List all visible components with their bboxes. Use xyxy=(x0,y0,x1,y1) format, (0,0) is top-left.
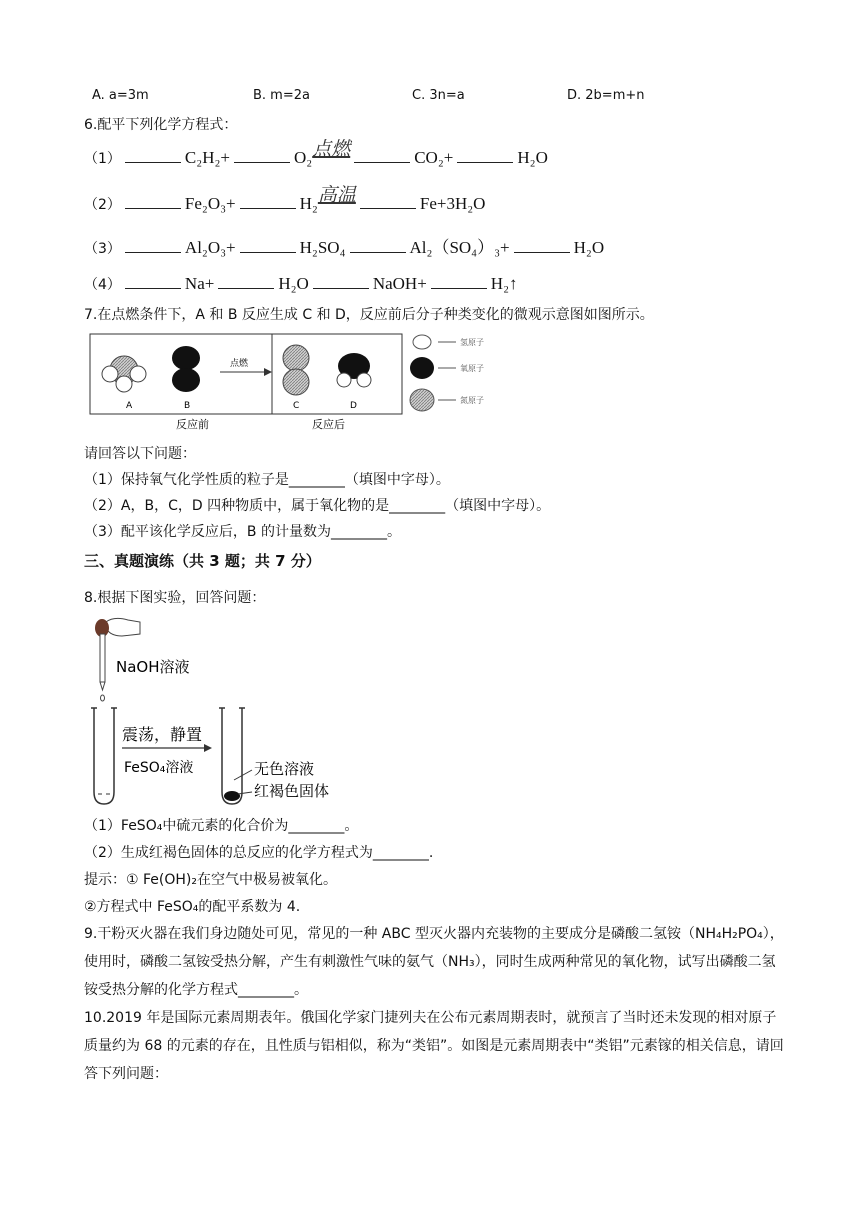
tube2-label-colorless: 无色溶液 xyxy=(254,760,315,778)
q7-sub2: （2）A，B，C，D 四种物质中，属于氧化物的是________（填图中字母）。 xyxy=(84,498,551,514)
label-c: C xyxy=(293,401,300,411)
q6-title: 6.配平下列化学方程式： xyxy=(84,117,238,133)
reaction-condition: 点燃 xyxy=(312,138,351,160)
test-tube-1 xyxy=(91,708,117,804)
q10-text: 10.2019 年是国际元素周期表年。俄国化学家门捷列夫在公布元素周期表时，就预言了当时还未发现的相对原子质量约为 68 的元素的存在，且性质与铝相似，称为“类铝”。如图是元素周期表中“类铝”元素镓的相关信息，请回答下列问题： xyxy=(84,1010,784,1082)
eq-number: （4） xyxy=(84,277,121,293)
equation-3: （3） Al₂O₃+ H₂SO₄ Al₂（SO₄）₃+ H₂O xyxy=(84,238,605,257)
legend xyxy=(410,335,484,411)
q8-hint1: 提示：① Fe(OH)₂在空气中极易被氧化。 xyxy=(84,872,337,888)
q8-hint2: ②方程式中 FeSO₄的配平系数为 4. xyxy=(84,899,301,915)
section-3-heading: 三、真题演练（共 3 题；共 7 分） xyxy=(84,552,321,570)
reaction-micro-diagram xyxy=(88,330,528,432)
arrow-label: 震荡，静置 xyxy=(122,725,203,744)
tube2-label-solid: 红褐色固体 xyxy=(254,782,330,800)
equation-4: （4） Na+ H₂O NaOH+ H₂↑ xyxy=(84,274,518,293)
label-b: B xyxy=(184,401,191,411)
experiment-diagram xyxy=(84,614,374,810)
svg-text:氮原子: 氮原子 xyxy=(460,396,484,405)
q7-sub3: （3）配平该化学反应后，B 的计量数为________。 xyxy=(84,524,401,540)
eq-number: （2） xyxy=(84,197,121,213)
svg-text:氢原子: 氢原子 xyxy=(460,338,484,347)
reaction-condition: 高温 xyxy=(317,184,356,206)
option-c: C. 3n=a xyxy=(412,88,465,103)
option-d: D. 2b=m+n xyxy=(567,88,645,103)
tube1-label: FeSO₄溶液 xyxy=(124,760,194,776)
label-a: A xyxy=(126,401,133,411)
q7-sub1: （1）保持氧气化学性质的粒子是________（填图中字母）。 xyxy=(84,472,450,488)
eq-number: （1） xyxy=(84,151,121,167)
caption-before: 反应前 xyxy=(176,418,209,431)
svg-text:氧原子: 氧原子 xyxy=(460,364,484,373)
caption-after: 反应后 xyxy=(312,418,345,431)
arrow-label: 点燃 xyxy=(230,359,249,369)
q8-sub1: （1）FeSO₄中硫元素的化合价为________。 xyxy=(84,818,359,834)
option-b: B. m=2a xyxy=(253,88,310,103)
test-tube-2 xyxy=(219,708,252,804)
q8-title: 8.根据下图实验，回答问题： xyxy=(84,590,266,606)
option-a: A. a=3m xyxy=(92,88,149,103)
dropper-label: NaOH溶液 xyxy=(116,658,190,676)
equation-2: （2） Fe₂O₃+ H₂高温 Fe+3H₂O xyxy=(84,184,486,213)
q7-title: 7.在点燃条件下，A 和 B 反应生成 C 和 D，反应前后分子种类变化的微观示意图如图所示。 xyxy=(84,307,654,323)
q9-text: 9.干粉灭火器在我们身边随处可见，常见的一种 ABC 型灭火器内充装物的主要成分是磷酸二氢铵（NH₄H₂PO₄），使用时，磷酸二氢铵受热分解，产生有刺激性气味的氨气（NH₃），同时生成两种常见的氧化物，试写出磷酸二氢铵受热分解的化学方程式________。 xyxy=(84,926,784,998)
q8-sub2: （2）生成红褐色固体的总反应的化学方程式为________. xyxy=(84,845,434,861)
equation-1: （1） C₂H₂+ O₂点燃 CO₂+ H₂O xyxy=(84,138,548,167)
q7-prompt: 请回答以下问题： xyxy=(84,446,196,462)
label-d: D xyxy=(350,401,357,411)
eq-number: （3） xyxy=(84,241,121,257)
